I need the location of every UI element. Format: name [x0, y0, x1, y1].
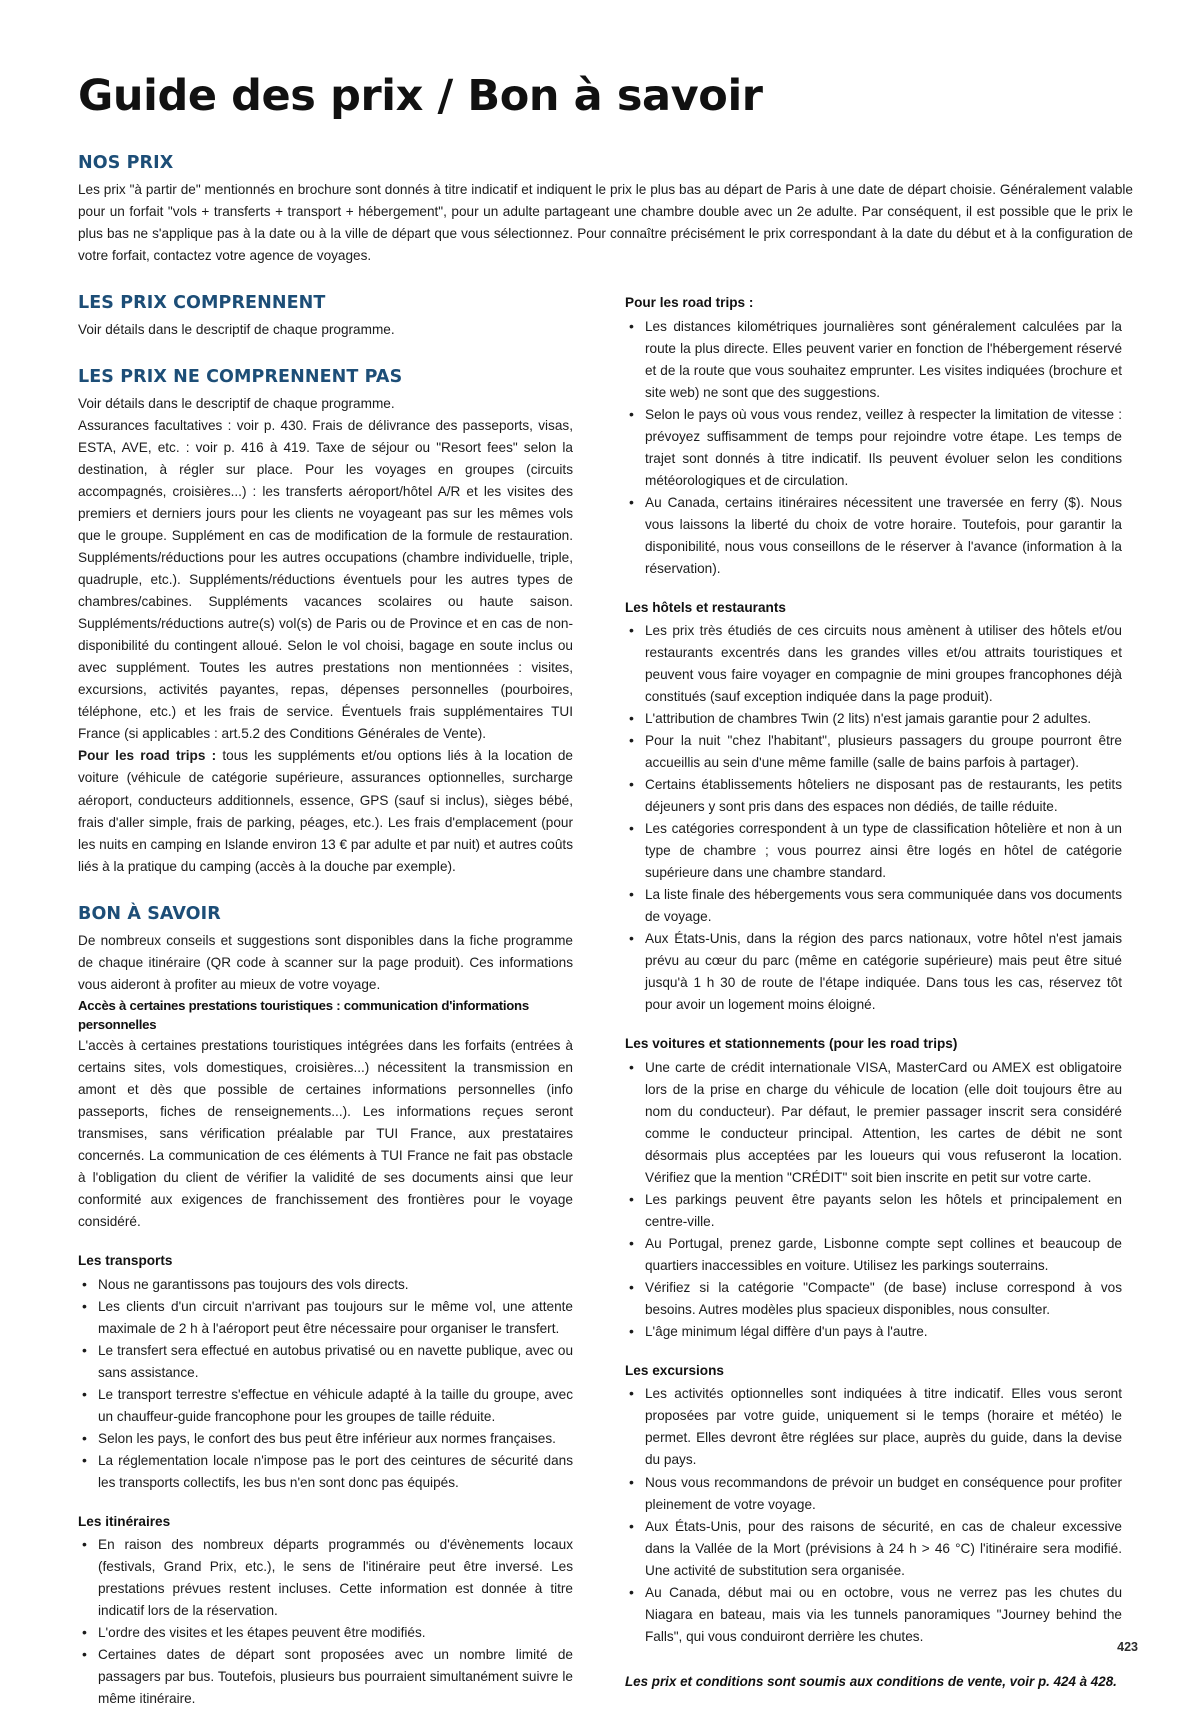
- list-item: • L'ordre des visites et les étapes peuvent être modifiés.: [78, 1622, 573, 1644]
- section-itineraires: [78, 1512, 573, 1710]
- road-trips-label: Pour les road trips :: [78, 748, 217, 764]
- list-item: • Le transfert sera effectué en autobus privatisé ou en navette publique, avec ou sans assistance.: [78, 1340, 573, 1384]
- list-item: • Nous vous recommandons de prévoir un budget en conséquence pour profiter pleinement de votre voyage.: [625, 1472, 1122, 1516]
- list-item: • Les activités optionnelles sont indiquées à titre indicatif. Elles vous seront proposées par votre guide, uniquement si le temps (horaire et météo) le permet. Elles devront être réglées sur place, auprès du guide, dans la devise du pays.: [625, 1383, 1122, 1471]
- section-heading-prix-ne-comprennent-pas: LES PRIX NE COMPRENNENT PAS: [78, 367, 403, 388]
- section-heading-prix-comprennent: LES PRIX COMPRENNENT: [78, 293, 326, 314]
- spacer: [78, 1494, 573, 1512]
- section-voitures-stationnements: [625, 1034, 1122, 1343]
- list-item: • Selon les pays, le confort des bus peut être inférieur aux normes françaises.: [78, 1428, 573, 1450]
- list-item: • La réglementation locale n'impose pas le port des ceintures de sécurité dans les transports collectifs, les bus n'en sont donc pas équipés.: [78, 1450, 573, 1494]
- section-bon-a-savoir: [78, 904, 573, 1234]
- spacer: [625, 1343, 1122, 1361]
- list-item: • Certaines dates de départ sont proposées avec un nombre limité de passagers par bus. Toutefois, plusieurs bus pourraient simultanément suivre le même itinéraire.: [78, 1644, 573, 1710]
- list-item: • Les distances kilométriques journalières sont généralement calculées par la route la plus directe. Elles peuvent varier en fonction de l'hébergement réservé et de la route que vous souhaitez emprunter. Les visites indiquées (brochure et site web) ne sont que des suggestions.: [625, 316, 1122, 404]
- section-excursions: [625, 1361, 1122, 1648]
- subsection-heading-road-trips: Pour les road trips :: [625, 295, 754, 311]
- subsection-heading-excursions: Les excursions: [625, 1363, 724, 1379]
- list-item: • Aux États-Unis, dans la région des parcs nationaux, votre hôtel n'est jamais prévu au cœur du parc (même en catégorie supérieure) mais peut être situé jusqu'à 1 h 30 de route de l'étape indiquée. Dans tous les cas, réservez tôt pour avoir un logement moins éloigné.: [625, 928, 1122, 1016]
- two-column-layout: [78, 293, 1138, 1710]
- section-prix-comprennent: [78, 293, 573, 341]
- list-item: • Selon le pays où vous vous rendez, veillez à respecter la limitation de vitesse : prévoyez suffisamment de temps pour rejoindre votre étape. Les temps de trajet sont donnés à titre indicatif. Ils peuvent évoluer selon les conditions météorologiques et de circulation.: [625, 404, 1122, 492]
- list-item: • Au Canada, début mai ou en octobre, vous ne verrez pas les chutes du Niagara en bateau, mais via les tunnels panoramiques "Journey behind the Falls", qui vous conduiront derrière les chutes.: [625, 1582, 1122, 1648]
- section-transports: [78, 1251, 573, 1494]
- subsection-heading-voitures: Les voitures et stationnements (pour les road trips): [625, 1036, 958, 1052]
- road-trips-list: [625, 316, 1122, 580]
- intro-section: [78, 153, 1133, 267]
- list-item: • En raison des nombreux départs programmés ou d'évènements locaux (festivals, Grand Prix, etc.), le sens de l'itinéraire peut être inversé. Les prestations prévues restent incluses. Cette information est donnée à titre indicatif lors de la réservation.: [78, 1534, 573, 1622]
- list-item: • Vérifiez si la catégorie "Compacte" (de base) incluse correspond à vos besoins. Autres modèles plus spacieux disponibles, nous consulter.: [625, 1277, 1122, 1321]
- road-trips-text: tous les suppléments et/ou options liés à la location de voiture (véhicule de catégorie supérieure, assurances optionnelles, surcharge aéroport, conducteurs additionnels, essence, GPS (sauf si inclus), sièges bébé, frais d'aller simple, frais de parking, péages, etc.). Les frais d'emplacement (pour les nuits en camping en Islande environ 13 € par adulte et par nuit) et autres coûts liés à la pratique du camping (accès à la douche par exemple).: [78, 748, 573, 874]
- hotels-list: [625, 620, 1122, 1016]
- conditions-footer-note: Les prix et conditions sont soumis aux conditions de vente, voir p. 424 à 428.: [625, 1673, 1117, 1689]
- section-heading-nos-prix: NOS PRIX: [78, 153, 174, 174]
- left-column: [78, 293, 573, 1710]
- list-item: • Une carte de crédit internationale VISA, MasterCard ou AMEX est obligatoire lors de la prise en charge du véhicule de location (elle doit toujours être au nom du conducteur). Par défaut, le premier passager inscrit sera considéré comme le conducteur principal. Attention, les cartes de débit ne sont désormais plus acceptées par les loueurs qui vous refuseront la location. Vérifiez que la mention "CRÉDIT" soit bien inscrite en petit sur votre carte.: [625, 1057, 1122, 1189]
- section-road-trips: [625, 293, 1122, 580]
- transports-list: [78, 1274, 573, 1494]
- list-item: • Au Portugal, prenez garde, Lisbonne compte sept collines et beaucoup de quartiers inaccessibles en voiture. Utilisez les parkings souterrains.: [625, 1233, 1122, 1277]
- acces-prestations-paragraph: L'accès à certaines prestations touristiques intégrées dans les forfaits (entrées à certains sites, vols domestiques, croisières...) nécessitent la transmission en amont et dès que possible de certaines informations personnelles (info passeports, fiches de renseignements...). Les informations reçues seront transmises, sans vérification préalable par TUI France, aux prestataires concernés. La communication de ces éléments à TUI France ne fait pas obstacle à l'obligation du client de vérifier la validité de ses documents ainsi que leur conformité aux exigences de franchissement des frontières pour le voyage considéré.: [78, 1038, 573, 1230]
- section-heading-bon-a-savoir: BON À SAVOIR: [78, 903, 221, 924]
- list-item: • L'attribution de chambres Twin (2 lits) n'est jamais garantie pour 2 adultes.: [625, 708, 1122, 730]
- list-item: • Nous ne garantissons pas toujours des vols directs.: [78, 1274, 573, 1296]
- list-item: • Les catégories correspondent à un type de classification hôtelière et non à un type de chambre ; vous pourrez ainsi être logés en hôtel de catégorie supérieure dans une chambre standard.: [625, 818, 1122, 884]
- right-column: [625, 293, 1122, 1710]
- voitures-list: [625, 1057, 1122, 1343]
- prix-ne-comprennent-pas-paragraph-2: Assurances facultatives : voir p. 430. Frais de délivrance des passeports, visas, ESTA, AVE, etc. : voir p. 416 à 419. Taxe de séjour ou "Resort fees" selon la destination, à régler sur place. Pour les voyages en groupes (circuits accompagnés, croisières...) : les transferts aéroport/hôtel A/R et les visites des premiers et derniers jours pour les clients ne voyageant pas sur les mêmes vols que le groupe. Supplément en cas de modification de la formule de restauration. Suppléments/réductions pour les autres occupations (chambre individuelle, triple, quadruple, etc.). Suppléments/réductions éventuels pour les autres types de chambres/cabines. Suppléments vacances scolaires ou haute saison. Suppléments/réductions autre(s) vol(s) de Paris ou de Province et en cas de non-disponibilité du contingent alloué. Selon le vol choisi, bagage en soute inclus ou avec supplément. Toutes les autres prestations non mentionnées : visites, excursions, activités payantes, repas, dépenses personnelles (pourboires, téléphone, etc.) et les frais de service. Éventuels frais supplémentaires TUI France (si applicables : art.5.2 des Conditions Générales de Vente).: [78, 418, 573, 742]
- acces-prestations-label: Accès à certaines prestations touristiques : communication d'informations personnelles: [78, 997, 529, 1033]
- list-item: • Les prix très étudiés de ces circuits nous amènent à utiliser des hôtels et/ou restaurants excentrés dans les grandes villes et/ou attraits touristiques et peuvent vous faire voyager en compagnie de mini groupes francophones déjà constitués (sauf exception indiquée dans la page produit).: [625, 620, 1122, 708]
- page-title: Guide des prix / Bon à savoir: [78, 71, 763, 121]
- list-item: • Pour la nuit "chez l'habitant", plusieurs passagers du groupe pourront être accueillis au sein d'une même famille (salle de bains parfois à partager).: [625, 730, 1122, 774]
- spacer: [78, 341, 573, 367]
- intro-paragraph: Les prix "à partir de" mentionnés en brochure sont donnés à titre indicatif et indiquent le prix le plus bas au départ de Paris à une date de départ choisie. Généralement valable pour un forfait "vols + transferts + transport + hébergement", pour un adulte partageant une chambre double avec un 2e adulte. Par conséquent, il est possible que le prix le plus bas ne s'applique pas à la date ou à la ville de départ que vous sélectionnez. Pour connaître précisément le prix correspondant à la date du début et à la configuration de votre forfait, contactez votre agence de voyages.: [78, 182, 1133, 264]
- prix-comprennent-paragraph: Voir détails dans le descriptif de chaque programme.: [78, 322, 395, 338]
- subsection-heading-hotels: Les hôtels et restaurants: [625, 599, 786, 615]
- list-item: • Le transport terrestre s'effectue en véhicule adapté à la taille du groupe, avec un chauffeur-guide francophone pour les groupes de taille réduite.: [78, 1384, 573, 1428]
- subsection-heading-transports: Les transports: [78, 1253, 173, 1269]
- bon-a-savoir-paragraph-1: De nombreux conseils et suggestions sont disponibles dans la fiche programme de chaque itinéraire (QR code à scanner sur la page produit). Ces informations vous aideront à profiter au mieux de votre voyage.: [78, 932, 573, 992]
- subsection-heading-itineraires: Les itinéraires: [78, 1513, 171, 1529]
- spacer: [78, 878, 573, 904]
- list-item: • La liste finale des hébergements vous sera communiquée dans vos documents de voyage.: [625, 884, 1122, 928]
- road-trips-exclusions-paragraph: [78, 745, 573, 877]
- prix-ne-comprennent-pas-paragraph-1: Voir détails dans le descriptif de chaque programme.: [78, 396, 395, 412]
- list-item: • L'âge minimum légal diffère d'un pays à l'autre.: [625, 1321, 1122, 1343]
- itineraires-list: [78, 1534, 573, 1710]
- list-item: • Au Canada, certains itinéraires nécessitent une traversée en ferry ($). Nous vous laissons la liberté du choix de votre horaire. Toutefois, pour garantir la disponibilité, nous vous conseillons de le réserver à l'avance (information à la réservation).: [625, 492, 1122, 580]
- list-item: • Aux États-Unis, pour des raisons de sécurité, en cas de chaleur excessive dans la Vallée de la Mort (prévisions à 24 h > 46 °C) l'itinéraire sera modifié. Une activité de substitution sera organisée.: [625, 1516, 1122, 1582]
- section-prix-ne-comprennent-pas: [78, 367, 573, 877]
- list-item: • Certains établissements hôteliers ne disposant pas de restaurants, les petits déjeuners y sont pris dans des espaces non dédiés, de taille réduite.: [625, 774, 1122, 818]
- spacer: [625, 1016, 1122, 1034]
- list-item: • Les clients d'un circuit n'arrivant pas toujours sur le même vol, une attente maximale de 2 h à l'aéroport peut être nécessaire pour organiser le transfert.: [78, 1296, 573, 1340]
- page-number: 423: [1117, 1640, 1138, 1654]
- spacer: [78, 1233, 573, 1251]
- excursions-list: [625, 1383, 1122, 1647]
- spacer: [625, 580, 1122, 598]
- list-item: • Les parkings peuvent être payants selon les hôtels et principalement en centre-ville.: [625, 1189, 1122, 1233]
- section-hotels-restaurants: [625, 598, 1122, 1017]
